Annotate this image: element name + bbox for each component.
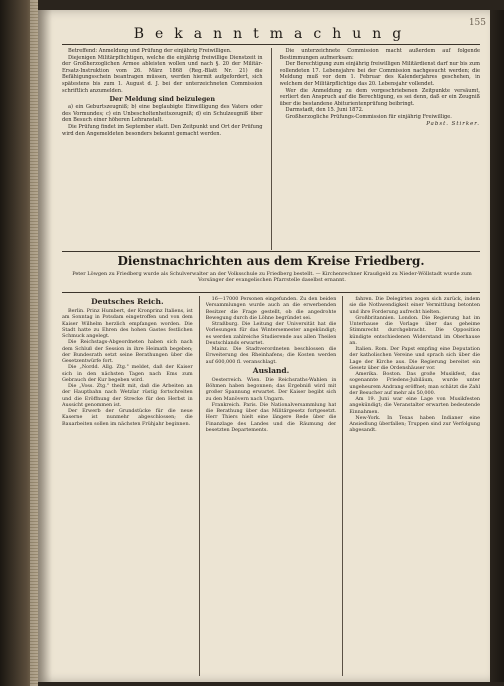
news-paragraph: Die Reichstags-Abgeordneten haben sich nach dem Schluß der Session in ihre Heimath begeben; der Bundesrath setzt seine Berathungen über die Gesetzentwürfe fort. — [62, 339, 193, 364]
news-paragraph: Mainz. Die Stadtverordneten beschlossen die Erweiterung des Rheinhafens; die Kosten werden auf 600,000 fl. veranschlagt. — [205, 346, 337, 365]
announcement-paragraph: a) ein Geburtszeugniß; b) eine beglaubigte Einwilligung des Vaters oder des Vormundes; c) ein Unbescholtenheitszeugniß; d) ein Schulzeugniß über den Besuch einer höheren Lehranstalt. — [62, 104, 263, 124]
column-divider — [271, 48, 272, 250]
announcement-paragraph: Die Prüfung findet im September statt. Den Zeitpunkt und Ort der Prüfung wird den Angemeldeten besonders bekannt gemacht werden. — [62, 123, 263, 137]
announcement-authority: Großherzogliche Prüfungs-Commission für einjährig Freiwillige. — [285, 113, 452, 120]
news-paragraph: Am 19. Juni war eine Lage von Musikfesten angekündigt; die Veranstalter erwarten bedeutende Einnahmen. — [349, 396, 481, 415]
news-column-1 — [62, 296, 193, 676]
news-paragraph: Oesterreich. Wien. Die Reichsraths-Wahlen in Böhmen haben begonnen; das Ergebniß wird mit großer Spannung erwartet. Der Kaiser begibt sich zu den Manövern nach Ungarn. — [205, 376, 337, 402]
news-paragraph: Italien. Rom. Der Papst empfing eine Deputation der katholischen Vereine und sprach sich über die Lage der Kirche aus. Die Regierung bereitet ein Gesetz über die Ordenshäuser vor. — [349, 346, 481, 371]
page-number: 155 — [468, 18, 486, 28]
announcement-paragraph: Diejenigen Militärpflichtigen, welche die einjährig freiwillige Dienstzeit in der Großherzoglichen Armee ableisten wollen und nach §. 20 der Militär-Ersatz-Instruktion vom 26. März 1868 (Reg.-Blatt Nr. 21) die Befähigungsschein beantragen müssen, werden hiermit aufgefordert, sich spätestens bis zum 1. August d. J. bei der unterzeichneten Commission schriftlich anzumelden. — [62, 54, 263, 94]
column-divider — [199, 296, 200, 676]
section-title-ausland: Ausland. — [252, 365, 290, 375]
news-paragraph: 16—17000 Personen eingefunden. Zu den beiden Versammlungen wurde auch an die erwerbenden Besitzer die Frage gestellt, ob die angedrohte Bewegung durch die Löhne begründet sei. — [205, 296, 337, 321]
news-paragraph: fahren. Die Delegirten zogen sich zurück, indem sie die Nothwendigkeit einer Vermittlung betonten und ihre Forderung aufrecht hielten. — [349, 296, 481, 315]
news-paragraph: Der Erwerb der Grundstücke für die neue Kaserne ist nunmehr abgeschlossen; die Bauarbeiten sollen im nächsten Frühjahr beginnen. — [62, 408, 193, 427]
page-edges — [30, 0, 38, 686]
section-title-deutsches-reich: Deutsches Reich. — [91, 297, 164, 306]
section-rule — [62, 251, 480, 252]
service-news-intro: Peter Löwgen zu Friedberg wurde als Schulverwalter an der Volksschule zu Friedberg bestellt. — Kirchenrechner Kraußgeld zu Nieder-Wöllstadt wurde zum Vorsänger der evangelischen Pfarrstelle daselbst ernannt. — [72, 271, 472, 284]
news-paragraph: Frankreich. Paris. Die Nationalversammlung hat die Berathung über das Militärgesetz fortgesetzt. Herr Thiers hielt eine längere Rede über die Finanzlage des Landes und die Räumung der besetzten Departements. — [205, 401, 337, 433]
news-paragraph: New-York. In Texas haben Indianer eine Ansiedlung überfallen; Truppen sind zur Verfolgung abgesandt. — [349, 414, 481, 434]
news-paragraph: Großbritannien. London. Die Regierung hat im Unterhause die Vorlage über das geheime Stimmrecht durchgebracht. Die Opposition kündigte entschiedenen Widerstand im Oberhause an. — [349, 314, 481, 346]
announcement-date: Darmstadt, den 15. Juni 1872. — [285, 107, 364, 114]
announcement-paragraph: Der Berechtigung zum einjährig freiwilligen Militärdienst darf nur bis zum vollendeten 17. Lebensjahre bei der Commission nachgesucht werden; die Meldung muß vor dem 1. Februar des Kalenderjahres geschehen, in welchem der Militärpflichtige das 20. Lebensjahr vollendet. — [279, 61, 480, 87]
announcement-heading: Bekanntmachung — [133, 26, 413, 42]
announcement-subhead: Der Meldung sind beizulegen — [109, 95, 215, 104]
announcement-body — [62, 48, 480, 250]
news-columns — [62, 296, 480, 676]
news-paragraph: Die „Voss. Ztg." theilt mit, daß die Arbeiten an der Hauptbahn nach Wetzlar rüstig fortschreiten und die Eröffnung der Strecke für den Herbst in Aussicht genommen ist. — [62, 383, 193, 408]
news-paragraph: Amerika. Boston. Das große Musikfest, das sogenannte Friedens-Jubiläum, wurde unter ungeheurem Andrang eröffnet; man schätzt die Zahl der Besucher auf mehr als 50,000. — [349, 371, 481, 396]
announcement-left-column — [62, 48, 263, 250]
newspaper-page — [38, 10, 490, 682]
news-paragraph: Straßburg. Die Leitung der Universität hat die Vorlesungen für das Wintersemester angekündigt; es werden zahlreiche Studierende aus allen Theilen Deutschlands erwartet. — [205, 321, 337, 346]
announcement-paragraph: Betreffend: Anmeldung und Prüfung der einjährig Freiwilligen. — [68, 48, 232, 54]
section-rule — [62, 292, 480, 293]
news-paragraph: Berlin. Prinz Humbert, der Kronprinz Italiens, ist am Sonntag in Potsdam eingetroffen und von dem Kaiser Wilhelm herzlich empfangen worden. Die Stadt hatte zu Ehren des hohen Gastes festlichen Schmuck angelegt. — [62, 308, 193, 339]
news-paragraph: Die „Nordd. Allg. Ztg." meldet, daß der Kaiser sich in den nächsten Tagen nach Ems zum Gebrauch der Kur begeben wird. — [62, 364, 193, 383]
announcement-signature: Pabst. Stirker. — [426, 120, 480, 127]
announcement-paragraph: Wer die Anmeldung zu dem vorgeschriebenen Zeitpunkte versäumt, verliert den Anspruch auf die Berechtigung, es sei denn, daß er ein Zeugniß über die bestandene Abiturientenprüfung beibringt. — [279, 87, 480, 107]
service-news-title: Dienstnachrichten aus dem Kreise Friedberg. — [117, 254, 425, 268]
column-divider — [342, 296, 343, 676]
news-column-3 — [349, 296, 480, 676]
announcement-paragraph: Die unterzeichnete Commission macht außerdem auf folgende Bestimmungen aufmerksam: — [279, 48, 480, 61]
right-background — [490, 10, 504, 682]
announcement-right-column — [280, 48, 481, 250]
top-rule — [62, 44, 480, 45]
news-column-2 — [206, 296, 337, 676]
page-fold-shadow — [38, 10, 52, 682]
